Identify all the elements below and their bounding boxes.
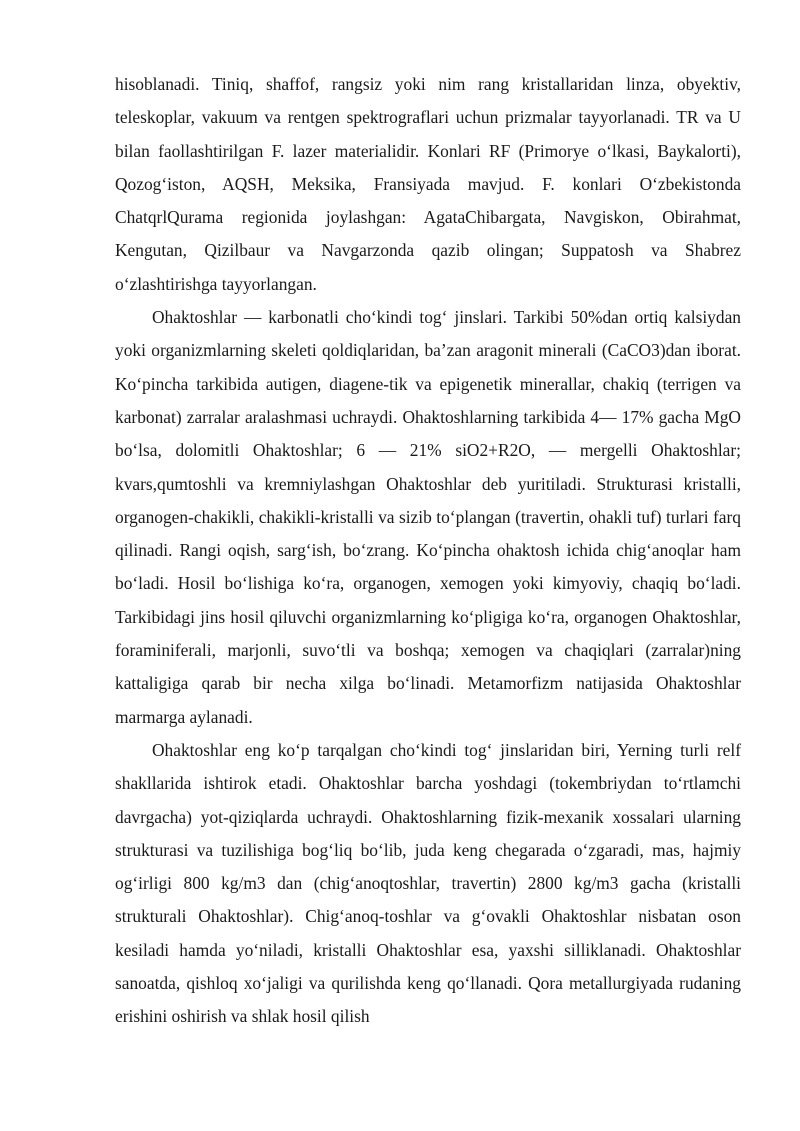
document-page <box>115 68 741 1034</box>
paragraph-limestone-definition: Ohaktoshlar — karbonatli cho‘kindi tog‘ jinslari. Tarkibi 50%dan ortiq kalsiydan yoki organizmlarning skeleti qoldiqlaridan, ba’zan aragonit minerali (CaCO3)dan iborat. Ko‘pincha tarkibida autigen, diagene-tik va epigenetik minerallar, chakiq (terrigen va karbonat) zarralar aralashmasi uchraydi. Ohaktoshlarning tarkibida 4— 17% gacha MgO bo‘lsa, dolomitli Ohaktoshlar; 6 — 21% siO2+R2O, — mergelli Ohaktoshlar; kvars,qumtoshli va kremniylashgan Ohaktoshlar deb yuritiladi. Strukturasi kristalli, organogen-chakikli, chakikli-kristalli va sizib to‘plangan (travertin, ohakli tuf) turlari farq qilinadi. Rangi oqish, sarg‘ish, bo‘zrang. Ko‘pincha ohaktosh ichida chig‘anoqlar ham bo‘ladi. Hosil bo‘lishiga ko‘ra, organogen, xemogen yoki kimyoviy, chaqiq bo‘ladi. Tarkibidagi jins hosil qiluvchi organizmlarning ko‘pligiga ko‘ra, organogen Ohaktoshlar, foraminiferali, marjonli, suvo‘tli va boshqa; xemogen va chaqiqlari (zarralar)ning kattaligiga qarab bir necha xilga bo‘linadi. Metamorfizm natijasida Ohaktoshlar marmarga aylanadi. <box>115 307 741 727</box>
paragraph-fluorite-continuation: hisoblanadi. Tiniq, shaffof, rangsiz yoki nim rang kristallaridan linza, obyektiv, teleskoplar, vakuum va rentgen spektrograflari uchun prizmalar tayyorlanadi. TR va U bilan faollashtirilgan F. lazer materialidir. Konlari RF (Primorye o‘lkasi, Baykalorti), Qozog‘iston, AQSH, Meksika, Fransiyada mavjud. F. konlari O‘zbekistonda ChatqrlQurama regionida joylashgan: AgataChibargata, Navgiskon, Obirahmat, Kengutan, Qizilbaur va Navgarzonda qazib olingan; Suppatosh va Shabrez o‘zlashtirishga tayyorlangan. <box>115 74 741 294</box>
paragraph-limestone-distribution: Ohaktoshlar eng ko‘p tarqalgan cho‘kindi tog‘ jinslaridan biri, Yerning turli relf shakllarida ishtirok etadi. Ohaktoshlar barcha yoshdagi (tokembriydan to‘rtlamchi davrgacha) yot-qiziqlarda uchraydi. Ohaktoshlarning fizik-mexanik xossalari ularning strukturasi va tuzilishiga bog‘liq bo‘lib, juda keng chegarada o‘zgaradi, mas, hajmiy og‘irligi 800 kg/m3 dan (chig‘anoqtoshlar, travertin) 2800 kg/m3 gacha (kristalli strukturali Ohaktoshlar). Chig‘anoq-toshlar va g‘ovakli Ohaktoshlar nisbatan oson kesiladi hamda yo‘niladi, kristalli Ohaktoshlar esa, yaxshi silliklanadi. Ohaktoshlar sanoatda, qishloq xo‘jaligi va qurilishda keng qo‘llanadi. Qora metallurgiyada rudaning erishini oshirish va shlak hosil qilish <box>115 739 741 1027</box>
